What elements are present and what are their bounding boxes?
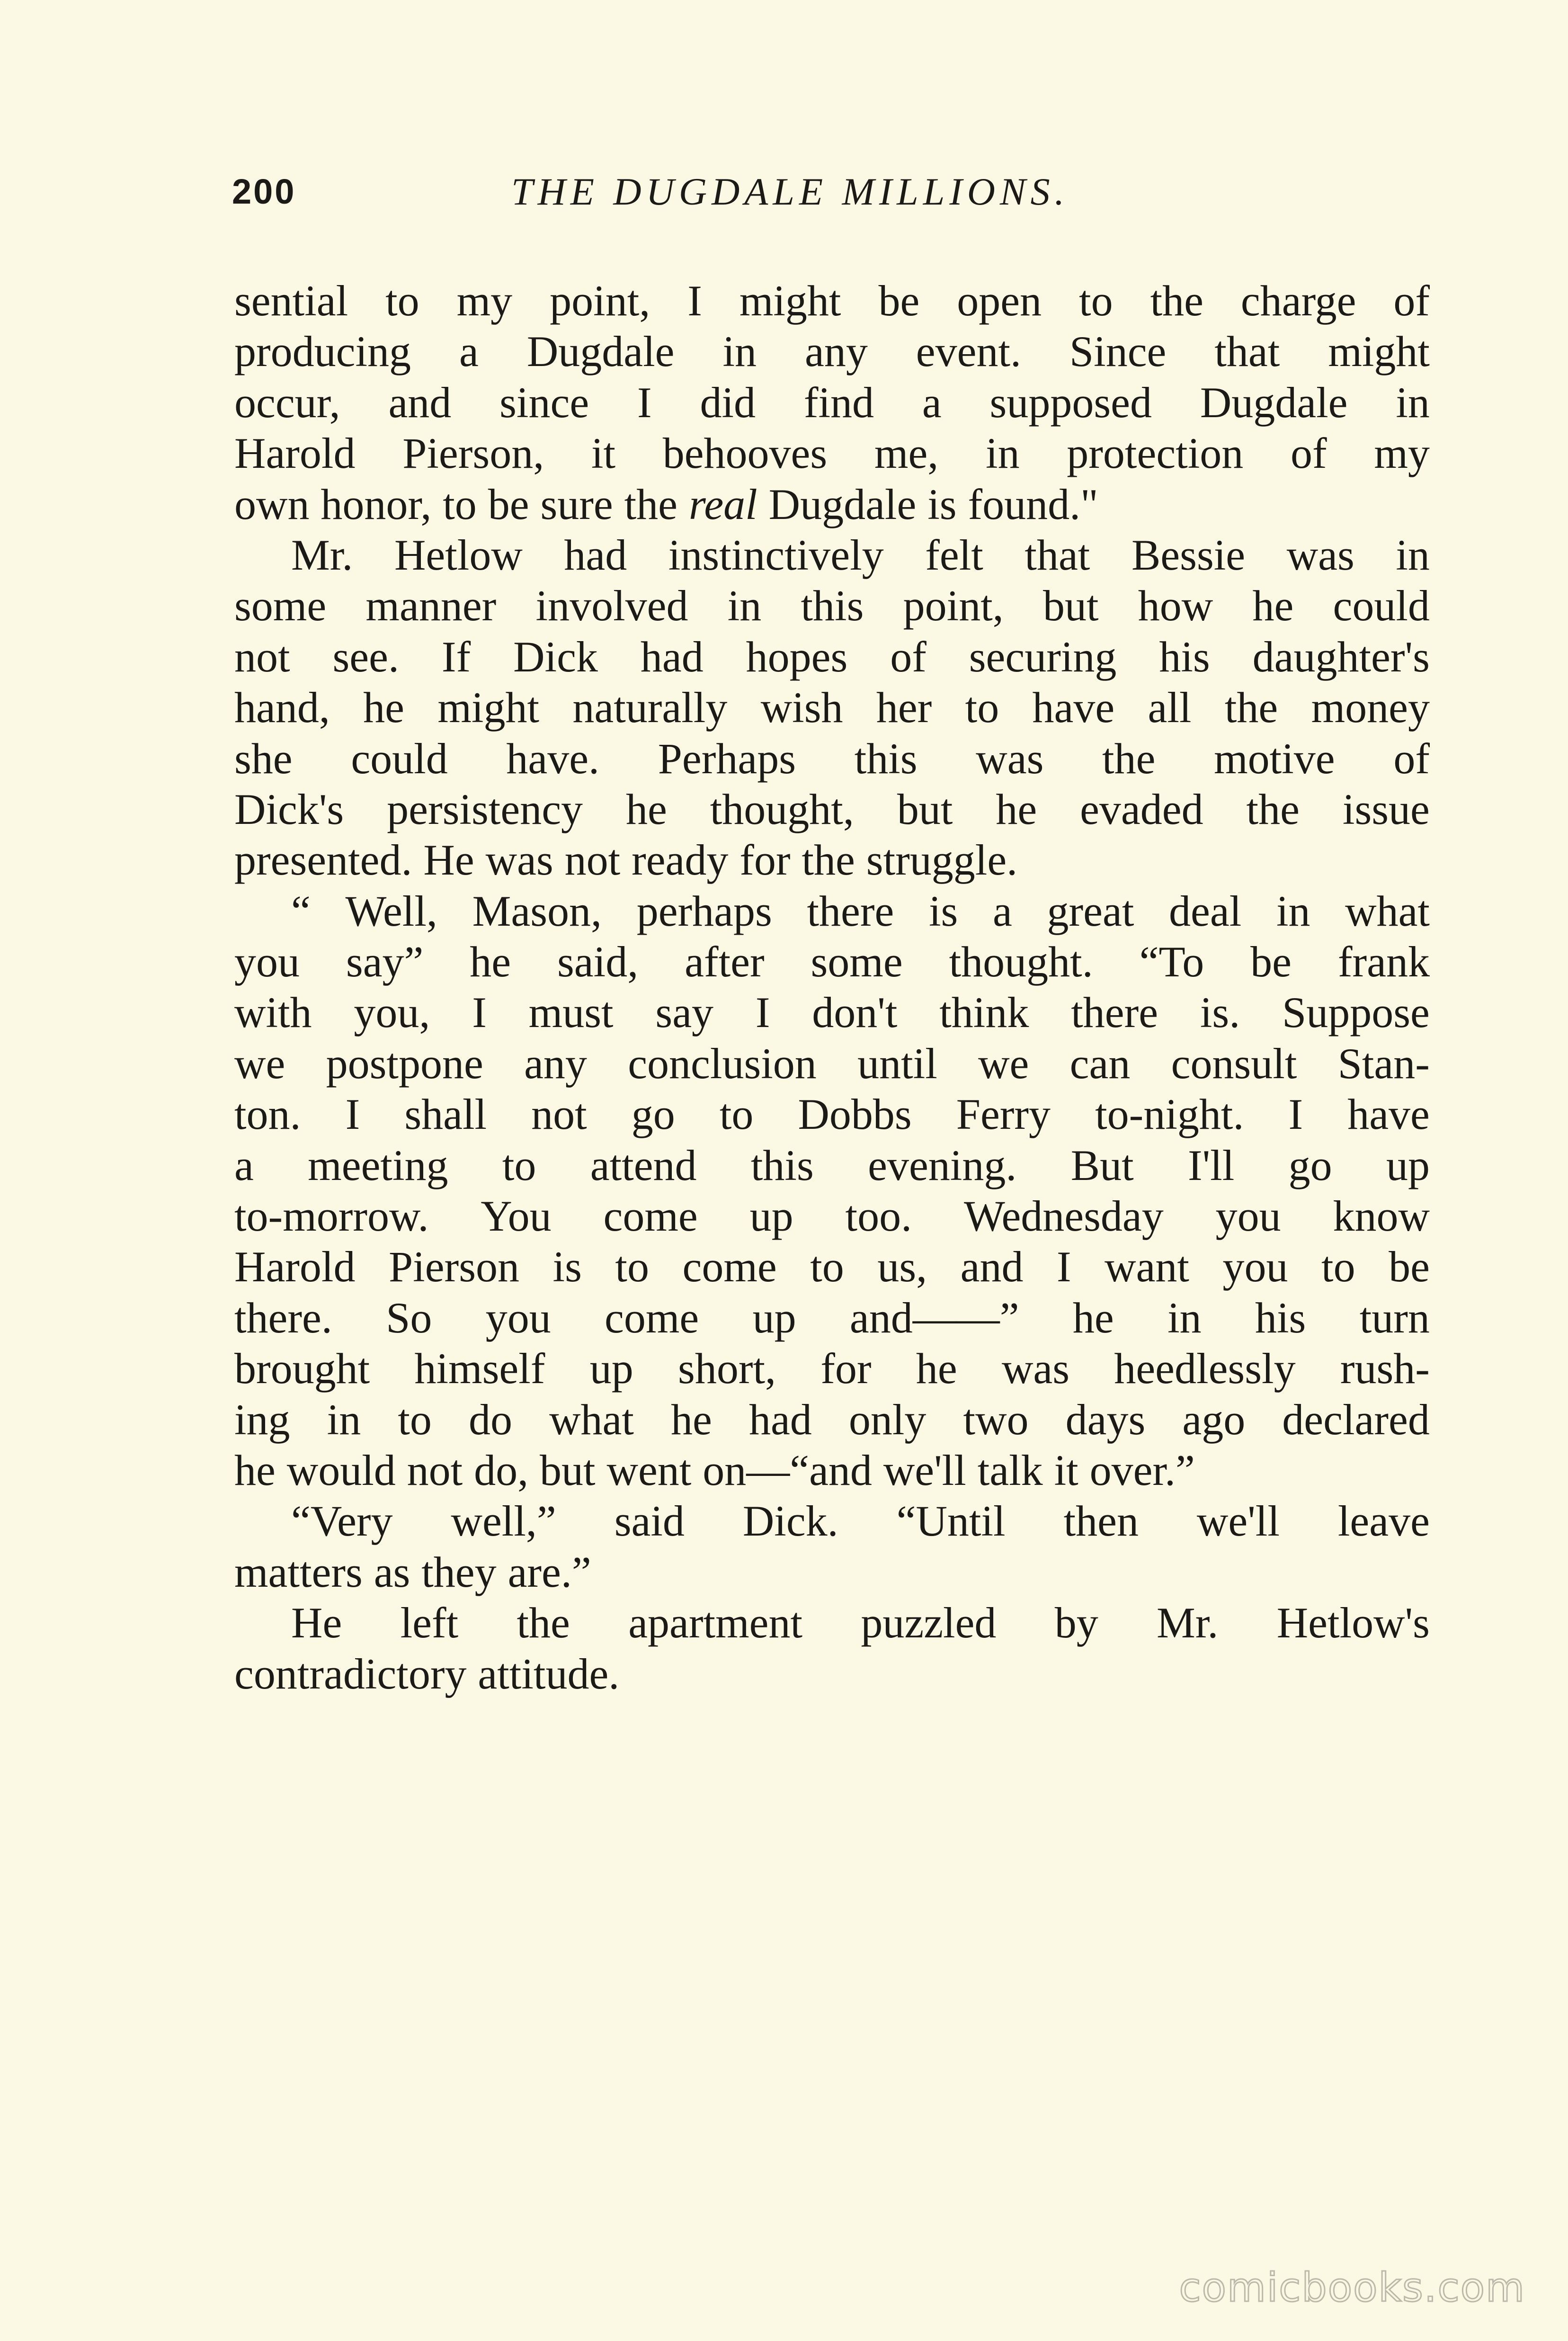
text-line: sential to my point, I might be open to the charge of [234,277,1430,325]
text-line: hand, he might naturally wish her to have all the money [234,683,1430,732]
book-title: THE DUGDALE MILLIONS. [511,170,1069,213]
text-line: contradictory attitude. [234,1649,620,1698]
text-line: ing in to do what he had only two days ago declared [234,1395,1430,1444]
text-line: matters as they are.” [234,1547,591,1596]
page-number: 200 [232,172,296,211]
text-line: Harold Pierson is to come to us, and I want you to be [234,1242,1430,1291]
text-line: to-morrow. You come up too. Wednesday you know [234,1192,1430,1241]
text-line: we postpone any conclusion until we can consult Stan- [234,1039,1430,1088]
text-line: “Very well,” said Dick. “Until then we'll leave [291,1497,1430,1546]
text-line: he would not do, but went on—“and we'll talk it over.” [234,1446,1195,1494]
text-line: you say” he said, after some thought. “To be frank [234,938,1430,986]
running-head [232,168,1179,220]
body-text [234,276,1430,1699]
text-line: she could have. Perhaps this was the motive of [234,734,1430,783]
text-line: a meeting to attend this evening. But I'll go up [234,1141,1430,1189]
text-line: own honor, to be sure the real Dugdale is found." [234,480,1098,528]
text-line: Mr. Hetlow had instinctively felt that Bessie was in [291,530,1430,579]
text-line: not see. If Dick had hopes of securing his daughter's [234,632,1430,681]
text-line: producing a Dugdale in any event. Since that might [234,327,1430,376]
text-line: Dick's persistency he thought, but he evaded the issue [234,785,1430,833]
text-line: Harold Pierson, it behooves me, in protection of my [234,429,1430,478]
text-line: some manner involved in this point, but how he could [234,581,1430,630]
text-line: there. So you come up and——” he in his turn [234,1293,1430,1342]
watermark: comicbooks.com [1179,2264,1525,2311]
text-line: brought himself up short, for he was heedlessly rush- [234,1344,1430,1393]
text-line: occur, and since I did find a supposed Dugdale in [234,378,1430,427]
text-line: presented. He was not ready for the struggle. [234,836,1018,885]
text-line: with you, I must say I don't think there is. Suppose [234,988,1430,1037]
text-line: ton. I shall not go to Dobbs Ferry to-night. I have [234,1090,1430,1139]
text-line: He left the apartment puzzled by Mr. Hetlow's [291,1599,1430,1647]
text-line: “ Well, Mason, perhaps there is a great deal in what [291,886,1430,935]
